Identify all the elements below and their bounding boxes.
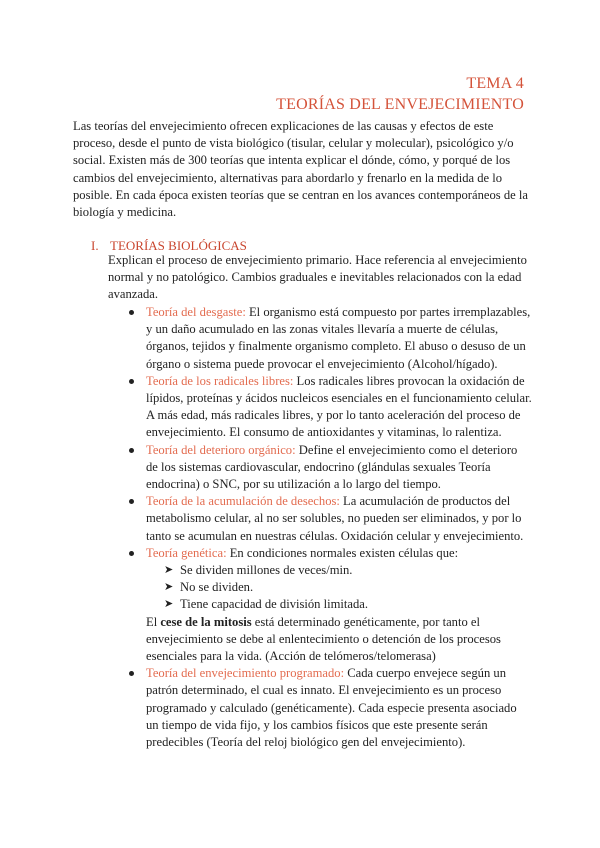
bullet-icon <box>129 448 134 453</box>
theory-text: Cada cuerpo envejece según un patrón determinado, el cual es innato. El envejecimiento es un proceso programado y calculado (genéticamente). Cada especie presenta asociado un tiempo de vida fijo, y los cambios físicos que este presente serán predecibles (Teoría del reloj biológico gen del envejecimiento). <box>146 666 517 750</box>
sub-item-text: Se dividen millones de veces/min. <box>180 563 353 578</box>
list-item <box>146 373 532 442</box>
bullet-icon <box>129 551 134 556</box>
sub-list-item <box>164 579 532 596</box>
theory-text: El organismo está compuesto por partes irremplazables, y un daño acumulado en las zonas vitales llevaría a muerte de células, órganos, tejidos y finalmente organismo completo. El abuso o desuso de un órgano o sistema puede provocar el envejecimiento (Alcohol/hígado). <box>146 305 531 371</box>
section-description: Explican el proceso de envejecimiento primario. Hace referencia al envejecimiento normal y no patológico. Cambios graduales e inevitables relacionados con la edad avanzada. <box>108 253 527 302</box>
theory-text: Los radicales libres provocan la oxidación de lípidos, proteínas y ácidos nucleicos esenciales en el funcionamiento celular. A más edad, más radicales libres, y por lo tanto aceleración del proceso de envejecimiento. El consumo de antioxidantes y vitaminas, lo ralentiza. <box>146 373 532 440</box>
sub-list <box>146 562 532 614</box>
list-item <box>146 493 532 545</box>
sub-item-text: Tiene capacidad de división limitada. <box>180 597 369 612</box>
bullet-icon <box>129 310 134 315</box>
section-title: TEORÍAS BIOLÓGICAS <box>110 238 247 253</box>
bullet-icon <box>129 671 134 676</box>
sub-list-item <box>164 596 532 613</box>
page-title: TEORÍAS DEL ENVEJECIMIENTO <box>276 96 524 113</box>
sub-list-item <box>164 562 532 579</box>
list-item <box>146 545 532 665</box>
theory-term: Teoría del deterioro orgánico: <box>146 442 296 457</box>
theory-term: Teoría de la acumulación de desechos: <box>146 494 340 509</box>
list-item <box>146 304 532 373</box>
theory-list <box>146 304 532 751</box>
theory-term: Teoría genética: <box>146 545 227 560</box>
theory-text: Define el envejecimiento como el deterioro de los sistemas cardiovascular, endocrino (glándulas sexuales Teoría endocrina) o SNC, por su utilización a lo largo del tiempo. <box>146 442 518 492</box>
theory-text: En condiciones normales existen células que: <box>226 545 459 560</box>
conclusion-pre: El <box>146 614 161 629</box>
bullet-icon <box>129 499 134 504</box>
theory-term: Teoría del desgaste: <box>146 305 246 319</box>
conclusion-post: está determinado genéticamente, por tanto el envejecimiento se debe al enlentecimiento o detención de los procesos esenciales para la vida. (Acción de telómeros/telomerasa) <box>146 614 501 664</box>
theory-text: La acumulación de productos del metabolismo celular, al no ser solubles, no pueden ser eliminados, y por lo tanto se acumulan en nuestras células. Oxidación celular y envejecimiento. <box>146 494 524 543</box>
section-number: I. <box>91 238 99 253</box>
list-item <box>146 442 532 494</box>
theory-term: Teoría de los radicales libres: <box>146 373 294 388</box>
list-item <box>146 665 532 751</box>
sub-item-text: No se dividen. <box>180 580 254 595</box>
mitosis-highlight: cese de la mitosis <box>160 614 252 629</box>
intro-paragraph: Las teorías del envejecimiento ofrecen explicaciones de las causas y efectos de este proceso, desde el punto de vista biológico (tisular, celular y molecular), psicológico y/o social. Existen más de 300 teorías que intenta explicar el dónde, cómo, y porqué de los cambios del envejecimiento, alternativas para abordarlo y frenarlo en la medida de lo posible. En cada época existen teorías que se centran en los avances contemporáneos de la biología y medicina. <box>73 119 528 220</box>
theory-term: Teoría del envejecimiento programado: <box>146 666 345 681</box>
arrow-icon: ➤ <box>164 564 174 577</box>
arrow-icon: ➤ <box>164 598 174 611</box>
bullet-icon <box>129 379 134 384</box>
arrow-icon: ➤ <box>164 581 174 594</box>
genetic-conclusion <box>146 614 532 666</box>
tema-number: TEMA 4 <box>466 75 524 92</box>
